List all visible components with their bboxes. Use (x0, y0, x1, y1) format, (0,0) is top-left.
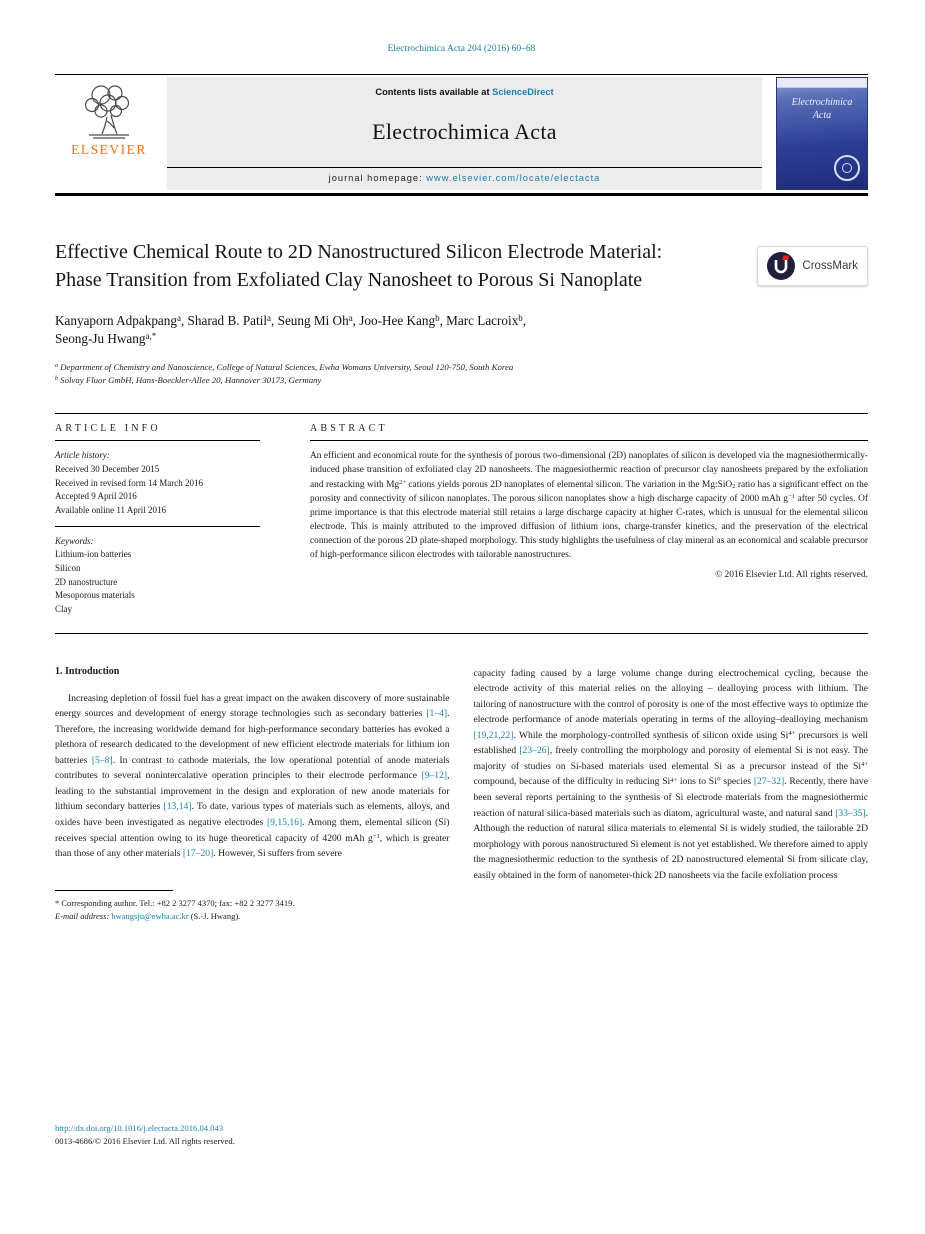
text-segment: . Therefore, the increasing worldwide demand for high-performance secondary batteries has evoked a plethora of research dedicated to the development of new efficient electrode materials for lithium ion batteries (55, 708, 450, 766)
body-column-left (55, 666, 450, 923)
journal-cover-thumbnail[interactable] (776, 77, 868, 190)
history-item: Received 30 December 2015 (55, 464, 160, 475)
history-item: Received in revised form 14 March 2016 (55, 477, 203, 488)
text-segment: cations yields porous 2D nanoplates of elemental silicon. The variation in the Mg:SiO (405, 479, 733, 490)
text-segment: Contents lists available at (375, 87, 493, 97)
article-info-header: ARTICLE INFO (55, 414, 260, 441)
bottom-matter (55, 1123, 235, 1146)
text-segment: after 50 cycles. Of prime importance is that this electrode material still retains a large discharge capacity at higher C-rates, which is unusual for the elemental silicon electrode. This is mainly attributed to the improved diffusion of lithium ions, charge-transfer kinetics, and the preservation of the electrical connection of the porous 2D plate-shaped morphology. This study highlights the usefulness of clay mineral as an economical and scalable precursor of high-performance silicon electrodes with tailorable nanostructures. (310, 493, 868, 561)
text-segment: a,* (145, 331, 157, 342)
authors (55, 312, 868, 349)
abstract-column (310, 441, 868, 616)
ref-link[interactable]: [13,14] (163, 801, 192, 813)
footnote-email (55, 910, 450, 923)
keyword-item: Silicon (55, 563, 81, 574)
crossmark-icon (767, 252, 795, 280)
text-segment: 4+ (861, 760, 868, 768)
text-segment: , which is greater than those of any other materials (55, 832, 450, 860)
text-segment: , Joo-Hee Kang (352, 313, 436, 328)
history-item: Available online 11 April 2016 (55, 505, 166, 516)
elsevier-logo[interactable] (55, 77, 163, 190)
text-segment: capacity fading caused by a large volume change during electrochemical cycling, because the electrode activity of this material relies on the alloying – dealloying process with lithium. The tailoring of nanostructure with the control of porosity is one of the most effective ways to optimize the electrode performance of anode materials operating in terms of the alloying–dealloying mechanism (473, 667, 868, 726)
text-segment: −1 (372, 832, 380, 840)
sciencedirect-link[interactable]: ScienceDirect (492, 87, 554, 97)
text-segment: Kanyaporn Adpakpang (55, 313, 177, 328)
article-title: Effective Chemical Route to 2D Nanostructured Silicon Electrode Material: Phase Transition from Exfoliated Clay Nanosheet to Porous Si Nanoplate (55, 241, 663, 291)
cover-title: Electrochimica Acta (791, 97, 853, 121)
keywords-label: Keywords: (55, 535, 94, 546)
text-segment: b (518, 312, 523, 323)
text-segment: 2+ (399, 478, 406, 486)
text-segment: . To date, various types of materials such as elements, alloys, and oxides have been investigated as negative electrodes (55, 801, 450, 828)
masthead-divider (55, 193, 868, 196)
journal-homepage-link[interactable]: www.elsevier.com/locate/electacta (426, 173, 601, 183)
issn-copyright: 0013-4686/© 2016 Elsevier Ltd. All rights reserved. (55, 1136, 235, 1146)
article-body (55, 666, 868, 923)
text-segment: a (55, 363, 58, 370)
text-segment: Increasing depletion of fossil fuel has a great impact on the awaken discovery of more sustainable energy sources and development of energy storage technologies such as secondary batteries (55, 692, 450, 720)
affiliation-b (55, 374, 868, 387)
text-segment: , leading to the substantial improvement in the design and exploration of new anode materials for lithium secondary batteries (55, 770, 450, 813)
intro-paragraph-col1 (55, 691, 450, 862)
elsevier-wordmark: ELSEVIER (71, 142, 147, 157)
text-segment: −1 (787, 492, 795, 500)
text-segment: , Sharad B. Patil (180, 313, 268, 328)
intro-paragraph-col2 (474, 666, 869, 883)
crossmark-badge[interactable] (757, 246, 868, 286)
abstract-header: ABSTRACT (310, 414, 868, 441)
info-divider (55, 526, 260, 527)
text-segment: . Among them, elemental silicon (Si) receives special attention owing to its huge theoretical capacity of 4200 mAh g (55, 816, 450, 844)
affiliations (55, 361, 868, 387)
ref-link[interactable]: [23–26] (519, 745, 550, 757)
abstract-text (310, 449, 868, 562)
text-segment: precursors is well established (473, 729, 868, 757)
text-segment: , (522, 313, 527, 328)
cover-emblem-icon (834, 155, 860, 181)
text-segment: a (348, 312, 353, 323)
text-segment: ratio has a significant effect on the porosity and connectivity of silicon nanoplates. The porous silicon nanoplates show a high discharge capacity of 2000 mAh g (310, 479, 869, 504)
info-abstract-section (55, 413, 868, 633)
text-segment: journal homepage: (328, 173, 427, 183)
journal-citation[interactable]: Electrochimica Acta 204 (2016) 60–68 (387, 44, 536, 54)
text-segment: a (176, 312, 181, 323)
text-segment: 4+ (788, 729, 796, 737)
footnote (55, 890, 450, 923)
history-item: Accepted 9 April 2016 (55, 491, 137, 502)
text-segment: b (55, 376, 58, 383)
ref-link[interactable]: [9,15,16] (266, 816, 303, 828)
text-segment: An efficient and economical route for the synthesis of porous two-dimensional (2D) nanoplates of silicon is developed via the magnesiothermically-induced phase transition of exfoliated clay 2D nanosheets. The magnesiothermic reaction of precursor clay nanosheets prepared by the exfoliation and restacking with Mg (310, 451, 868, 490)
text-segment: ions to Si° species (677, 776, 754, 788)
text-segment: 4+ (670, 776, 678, 784)
text-segment: Seong-Ju Hwang (55, 331, 146, 347)
article-info-column (55, 441, 260, 616)
journal-title: Electrochimica Acta (372, 119, 557, 144)
text-segment: Department of Chemistry and Nanoscience, College of Natural Sciences, Ewha Womans University, Seoul 120-750, South Korea (57, 361, 514, 372)
text-segment: . Recently, there have been several reports pertaining to the synthesis of Si electrode materials from the magnesiothermic reaction of natural silica-based materials such as diatom, agricultural waste, and natural sand (473, 776, 868, 819)
text-segment: . Although the reduction of natural silica materials to elemental Si is widely studied, the tailorable 2D morphology with porous nanostructured Si element is not yet established. We therefore aimed to apply the magnesiothermic reduction to the synthesis of 2D nanostructured elemental Si from silicate clay, easily obtained in the form of nanometer-thick 2D nanosheets via the facile exfoliation process (473, 807, 868, 881)
ref-link[interactable]: [19,21,22] (473, 729, 514, 741)
ref-link[interactable]: [1–4] (426, 708, 448, 720)
text-segment: (S.-J. Hwang). (188, 910, 241, 921)
cover-top-strip (777, 78, 867, 88)
text-segment: , Seung Mi Oh (271, 313, 349, 328)
ref-link[interactable]: [5–8] (91, 754, 113, 766)
abstract-copyright: © 2016 Elsevier Ltd. All rights reserved. (715, 570, 868, 581)
contents-line (167, 77, 762, 97)
title-row (55, 238, 868, 294)
text-segment: . In contrast to cathode materials, the low operational potential of anode materials contributes to several nonintercalative operation principles to their electrode performance (55, 754, 450, 782)
ref-link[interactable]: [33–35] (835, 807, 866, 819)
keyword-item: Clay (55, 604, 72, 615)
ref-link[interactable]: [9–12] (421, 770, 448, 782)
text-segment: . While the morphology-controlled synthesis of silicon oxide using Si (513, 729, 789, 741)
affiliation-a (55, 361, 868, 374)
keyword-item: Lithium-ion batteries (55, 549, 132, 560)
text-segment: a (267, 312, 272, 323)
body-column-right (474, 666, 869, 923)
crossmark-label: CrossMark (802, 260, 858, 272)
text-segment: Solvay Fluor GmbH, Hans-Boeckler-Allee 20, Hannover 30173, Germany (57, 375, 322, 386)
text-segment: E-mail address: (55, 910, 112, 921)
ref-link[interactable]: [17–20] (182, 848, 214, 860)
text-segment: , freely controlling the morphology and porosity of elemental Si is not easy. The majority of studies on Si-based materials used elemental Si as a precursor instead of the Si (473, 745, 868, 772)
keyword-item: 2D nanostructure (55, 576, 118, 587)
text-segment: 2 (732, 483, 736, 491)
doi-link[interactable]: http://dx.doi.org/10.1016/j.electacta.2016.04.043 (55, 1123, 224, 1133)
ref-link[interactable]: [27–32] (753, 776, 785, 788)
masthead (55, 74, 868, 196)
text-segment: compound, because of the difficulty in reducing Si (473, 776, 671, 788)
email-link[interactable]: hwangsju@ewha.ac.kr (111, 910, 189, 921)
section-heading-introduction: 1. Introduction (55, 665, 120, 677)
article-history-label: Article history: (55, 450, 110, 461)
text-segment: . However, Si suffers from severe (213, 848, 342, 860)
authors-line-2 (55, 330, 868, 348)
text-segment: b (435, 312, 440, 323)
homepage-line (167, 167, 762, 190)
keyword-item: Mesoporous materials (55, 590, 135, 601)
text-segment: * Corresponding author. Tel.: +82 2 3277 4370; fax: +82 2 3277 3419. (55, 897, 295, 908)
elsevier-tree-icon (77, 81, 141, 141)
masthead-band (55, 75, 868, 190)
footnote-rule (55, 890, 173, 891)
journal-banner (167, 77, 762, 190)
authors-line-1 (55, 312, 868, 330)
text-segment: , Marc Lacroix (439, 313, 519, 328)
footnote-corresponding (55, 897, 450, 910)
